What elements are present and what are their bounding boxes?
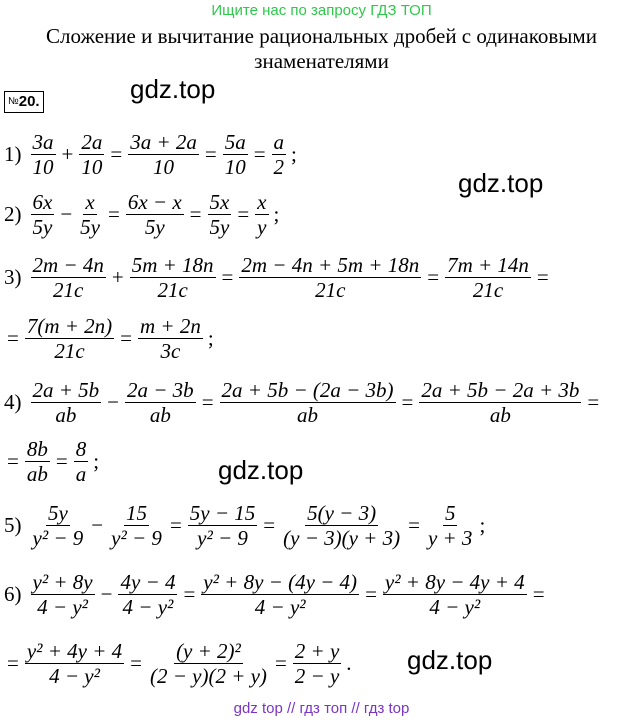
fraction: $\frac{2a - 3b}{ab}$ bbox=[127, 378, 194, 427]
operator: = bbox=[55, 449, 68, 473]
equation-2: 2) $\frac{6x}{5y}$ − $\frac{x}{5y}$ = $\frac{6x - x}{5y}$ = $\frac{5x}{5y}$ = $\frac{x}{y}$ ; bbox=[4, 190, 280, 239]
watermark-3: gdz.top bbox=[218, 455, 304, 485]
fraction: $\frac{15}{\text{y² − 9}}$ bbox=[111, 501, 162, 550]
operator: + bbox=[61, 142, 74, 166]
exercise-number-badge bbox=[4, 91, 44, 113]
fraction: $\frac{\text{(y + 2)²}}{(2 - y)(2 + y)}$ bbox=[149, 639, 267, 688]
equation-3-continued: = $\frac{7(m + 2n)}{21c}$ = $\frac{m + 2n}{3c}$ ; bbox=[7, 314, 214, 363]
equation-4 bbox=[4, 378, 602, 427]
exercise-number: 20. bbox=[18, 93, 40, 110]
watermark-2: gdz.top bbox=[458, 168, 544, 198]
equation-label: 1) bbox=[4, 142, 22, 166]
fraction: $\frac{m + 2n}{3c}$ bbox=[140, 314, 201, 363]
operator: = bbox=[365, 582, 377, 606]
operator: = bbox=[587, 390, 600, 414]
watermark-1: gdz.top bbox=[130, 74, 216, 104]
operator: = bbox=[274, 651, 287, 675]
operator: = bbox=[120, 326, 133, 350]
operator: = bbox=[536, 265, 549, 289]
fraction: $\frac{3a + 2a}{10}$ bbox=[130, 130, 197, 179]
fraction: $\frac{a}{2}$ bbox=[273, 130, 285, 179]
fraction: $\frac{5y - 15}{\text{y² − 9}}$ bbox=[189, 501, 256, 550]
number-sign: № bbox=[8, 96, 19, 107]
fraction: $\frac{2a + 5b - 2a + 3b}{ab}$ bbox=[421, 378, 580, 427]
equation-6-continued: = $\frac{\text{y² + 4y + 4}}{\text{4 − y²}}$ = $\frac{\text{(y + 2)²}}{(2 - y)(2 + y)}$ = $\frac{2 + y}{2 - y}$ . bbox=[7, 639, 352, 688]
operator: = bbox=[108, 202, 120, 226]
fraction: $\frac{5(y - 3)}{(y - 3)(y + 3)}$ bbox=[283, 501, 401, 550]
footer-links: gdz top // гдз топ // гдз top bbox=[233, 700, 410, 717]
equation-label: 3) bbox=[4, 265, 22, 289]
operator: = bbox=[401, 390, 414, 414]
operator: = bbox=[7, 326, 19, 350]
fraction: $\frac{2a + 5b}{ab}$ bbox=[32, 378, 100, 427]
fraction: $\frac{2m - 4n}{21c}$ bbox=[32, 253, 104, 302]
fraction: $\frac{5}{y + 3}$ bbox=[427, 501, 473, 550]
operator: − bbox=[107, 390, 120, 414]
operator: = bbox=[221, 265, 234, 289]
title-line-1: Сложение и вычитание рациональных дробей с одинаковыми bbox=[46, 24, 597, 48]
fraction: $\frac{\text{y² + 4y + 4}}{\text{4 − y²}}$ bbox=[26, 639, 123, 688]
fraction: $\frac{6x}{5y}$ bbox=[32, 190, 53, 239]
top-banner: Ищите нас по запросу ГДЗ ТОП bbox=[211, 2, 432, 19]
operator: = bbox=[189, 202, 202, 226]
operator: − bbox=[100, 582, 113, 606]
operator: = bbox=[408, 513, 420, 537]
fraction: $\frac{\text{y² + 8y − (4y − 4)}}{\text{4 − y²}}$ bbox=[203, 570, 358, 619]
operator: = bbox=[183, 582, 196, 606]
operator: = bbox=[204, 142, 217, 166]
operator: = bbox=[201, 390, 214, 414]
fraction: $\frac{5y}{\text{y² − 9}}$ bbox=[32, 501, 84, 550]
operator: = bbox=[532, 582, 545, 606]
equation-label: 2) bbox=[4, 202, 22, 226]
operator: = bbox=[110, 142, 123, 166]
fraction: $\frac{6x - x}{5y}$ bbox=[127, 190, 182, 239]
fraction: $\frac{\text{y² + 8y}}{\text{4 − y²}}$ bbox=[32, 570, 93, 619]
equation-4-continued: = $\frac{8b}{ab}$ = $\frac{8}{a}$ ; bbox=[7, 437, 100, 486]
fraction: $\frac{2m - 4n + 5m + 18n}{21c}$ bbox=[241, 253, 420, 302]
operator: = bbox=[130, 651, 142, 675]
fraction: $\frac{8b}{ab}$ bbox=[26, 437, 48, 486]
page-title bbox=[0, 24, 643, 74]
fraction: $\frac{5x}{5y}$ bbox=[209, 190, 230, 239]
fraction: $\frac{2a + 5b - (2a - 3b)}{ab}$ bbox=[221, 378, 394, 427]
equation-1: 1) $\frac{3a}{10}$ + $\frac{2a}{10}$ = $\frac{3a + 2a}{10}$ = $\frac{5a}{10}$ = $\frac{a}{2}$ ; bbox=[4, 130, 297, 179]
operator: − bbox=[60, 202, 73, 226]
equation-6 bbox=[4, 570, 548, 619]
fraction: $\frac{4y - 4}{\text{4 − y²}}$ bbox=[120, 570, 176, 619]
operator: = bbox=[169, 513, 182, 537]
watermark-4: gdz.top bbox=[407, 645, 493, 675]
equation-label: 5) bbox=[4, 513, 22, 537]
equation-3 bbox=[4, 253, 552, 302]
fraction: $\frac{5m + 18n}{21c}$ bbox=[131, 253, 214, 302]
operator: = bbox=[253, 142, 266, 166]
operator: = bbox=[263, 513, 276, 537]
fraction: $\frac{\text{y² + 8y − 4y + 4}}{\text{4 − y²}}$ bbox=[384, 570, 525, 619]
operator: = bbox=[427, 265, 440, 289]
fraction: $\frac{2a}{10}$ bbox=[81, 130, 103, 179]
fraction: $\frac{x}{y}$ bbox=[257, 190, 267, 239]
operator: = bbox=[7, 651, 19, 675]
equation-label: 6) bbox=[4, 582, 22, 606]
operator: = bbox=[7, 449, 19, 473]
operator: + bbox=[111, 265, 124, 289]
fraction: $\frac{3a}{10}$ bbox=[32, 130, 54, 179]
fraction: $\frac{2 + y}{2 - y}$ bbox=[294, 639, 340, 688]
equation-5: 5) $\frac{5y}{\text{y² − 9}}$ − $\frac{15}{\text{y² − 9}}$ = $\frac{5y - 15}{\text{y² − 9}}$ = $\frac{5(y - 3)}{(y - 3)(y + 3)}$ = $\frac{5}{y + 3}$ ; bbox=[4, 501, 486, 550]
fraction: $\frac{8}{a}$ bbox=[75, 437, 87, 486]
fraction: $\frac{x}{5y}$ bbox=[80, 190, 100, 239]
equation-label: 4) bbox=[4, 390, 22, 414]
fraction: $\frac{7m + 14n}{21c}$ bbox=[447, 253, 529, 302]
operator: − bbox=[91, 513, 104, 537]
operator: = bbox=[237, 202, 250, 226]
fraction: $\frac{7(m + 2n)}{21c}$ bbox=[26, 314, 113, 363]
title-line-2: знаменателями bbox=[254, 49, 389, 73]
fraction: $\frac{5a}{10}$ bbox=[224, 130, 246, 179]
